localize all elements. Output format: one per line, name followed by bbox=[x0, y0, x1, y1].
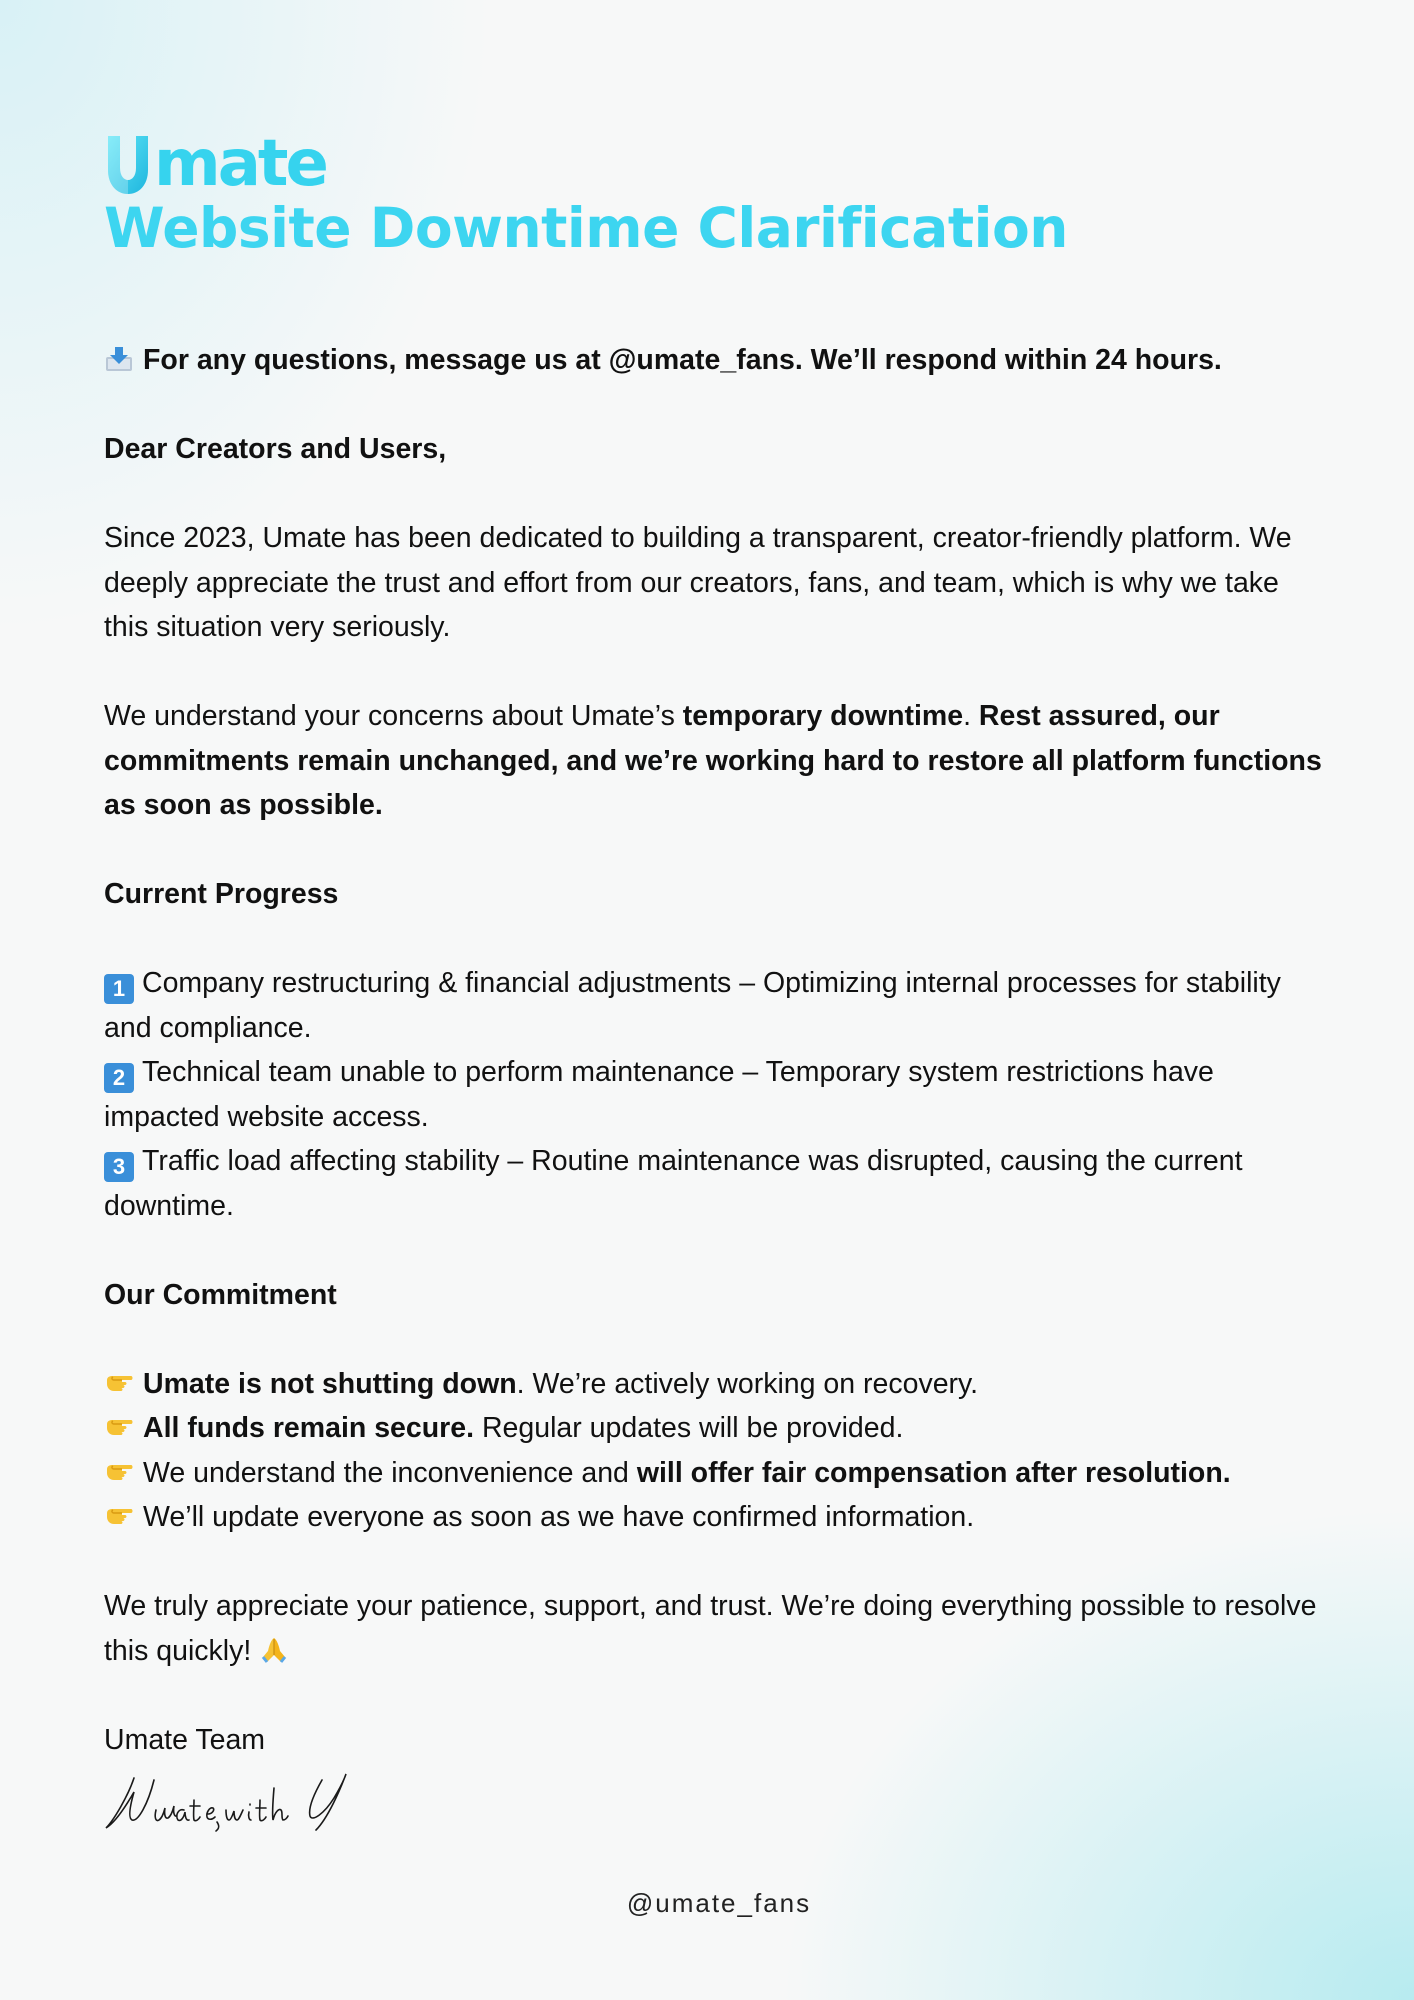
keycap-1-icon: 1 bbox=[104, 974, 134, 1004]
commitment-list bbox=[104, 1362, 1324, 1540]
logo-wordmark: mate bbox=[154, 127, 326, 201]
list-item: 2 Technical team unable to perform maintenance – Temporary system restrictions have impacted website access. bbox=[104, 1056, 1214, 1133]
handwritten-signature bbox=[104, 1766, 394, 1843]
folded-hands-icon bbox=[259, 1635, 289, 1665]
pointing-hand-icon bbox=[104, 1457, 134, 1487]
keycap-3-icon: 3 bbox=[104, 1152, 134, 1182]
inbox-tray-icon bbox=[104, 344, 134, 374]
signature-icon bbox=[104, 1766, 394, 1838]
list-item: 3 Traffic load affecting stability – Routine maintenance was disrupted, causing the current downtime. bbox=[104, 1145, 1243, 1222]
sign-off: Umate Team bbox=[104, 1723, 266, 1756]
commitment-heading: Our Commitment bbox=[104, 1278, 337, 1311]
concerns-paragraph: We understand your concerns about Umate’s temporary downtime. Rest assured, our commitments remain unchanged, and we’re working hard to restore all platform functions as soon as possible. bbox=[104, 700, 1322, 821]
list-item: 1 Company restructuring & financial adjustments – Optimizing internal processes for stability and compliance. bbox=[104, 967, 1281, 1044]
list-item: All funds remain secure. Regular updates will be provided. bbox=[104, 1406, 1324, 1451]
list-item: We’ll update everyone as soon as we have confirmed information. bbox=[104, 1495, 1324, 1540]
contact-line: For any questions, message us at @umate_fans. We’ll respond within 24 hours. bbox=[104, 338, 1324, 383]
closing-paragraph: We truly appreciate your patience, support, and trust. We’re doing everything possible to resolve this quickly! bbox=[104, 1590, 1317, 1667]
intro-paragraph: Since 2023, Umate has been dedicated to building a transparent, creator-friendly platform. We deeply appreciate the trust and effort from our creators, fans, and team, which is why we take this situation very seriously. bbox=[104, 522, 1292, 643]
page-title: Website Downtime Clarification bbox=[104, 196, 1068, 260]
keycap-2-icon: 2 bbox=[104, 1063, 134, 1093]
list-item: Umate is not shutting down. We’re actively working on recovery. bbox=[104, 1362, 1324, 1407]
pointing-hand-icon bbox=[104, 1501, 134, 1531]
pointing-hand-icon bbox=[104, 1412, 134, 1442]
greeting: Dear Creators and Users, bbox=[104, 433, 447, 465]
progress-heading: Current Progress bbox=[104, 878, 339, 910]
umate-logo bbox=[104, 127, 326, 201]
list-item: We understand the inconvenience and will offer fair compensation after resolution. bbox=[104, 1451, 1324, 1496]
u-logo-icon bbox=[104, 134, 152, 196]
letter-body bbox=[104, 338, 1324, 1762]
pointing-hand-icon bbox=[104, 1368, 134, 1398]
progress-list bbox=[104, 961, 1324, 1228]
footer-handle: @umate_fans bbox=[626, 1888, 812, 1918]
